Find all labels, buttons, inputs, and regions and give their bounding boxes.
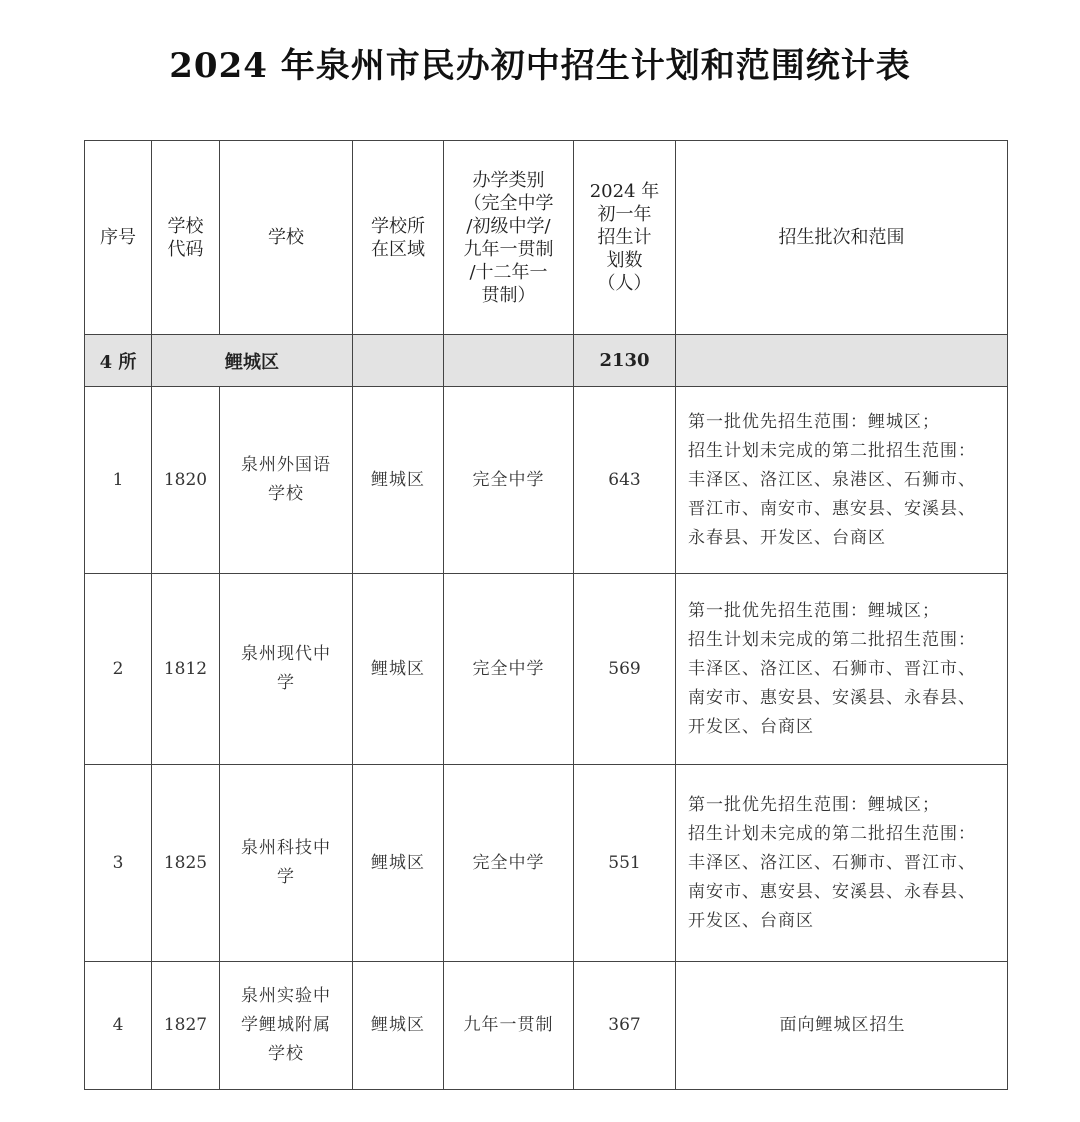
header-type: 办学类别 （完全中学 /初级中学/ 九年一贯制 /十二年一 贯制） <box>444 141 574 335</box>
row-district: 鲤城区 <box>353 962 444 1090</box>
row-school: 泉州现代中 学 <box>220 574 353 765</box>
row-type: 九年一贯制 <box>444 962 574 1090</box>
table-row <box>85 962 1008 1090</box>
row-type: 完全中学 <box>444 387 574 574</box>
row-code: 1812 <box>152 574 220 765</box>
row-code: 1827 <box>152 962 220 1090</box>
table-row <box>85 387 1008 574</box>
row-index: 2 <box>85 574 152 765</box>
row-plan: 367 <box>574 962 676 1090</box>
row-scope: 面向鲤城区招生 <box>676 962 1008 1090</box>
row-scope: 第一批优先招生范围：鲤城区； 招生计划未完成的第二批招生范围： 丰泽区、洛江区、泉港区、石狮市、 晋江市、南安市、惠安县、安溪县、 永春县、开发区、台商区 <box>676 387 1008 574</box>
row-scope: 第一批优先招生范围：鲤城区； 招生计划未完成的第二批招生范围： 丰泽区、洛江区、石狮市、晋江市、 南安市、惠安县、安溪县、永春县、 开发区、台商区 <box>676 765 1008 962</box>
header-plan: 2024 年 初一年 招生计 划数 （人） <box>574 141 676 335</box>
summary-district: 鲤城区 <box>152 335 353 387</box>
summary-count: 4 所 <box>85 335 152 387</box>
row-code: 1820 <box>152 387 220 574</box>
table-row <box>85 574 1008 765</box>
row-school: 泉州实验中 学鲤城附属 学校 <box>220 962 353 1090</box>
row-index: 1 <box>85 387 152 574</box>
table-row <box>85 765 1008 962</box>
row-type: 完全中学 <box>444 574 574 765</box>
enrollment-table <box>84 140 1008 1090</box>
row-type: 完全中学 <box>444 765 574 962</box>
row-district: 鲤城区 <box>353 387 444 574</box>
row-school: 泉州科技中 学 <box>220 765 353 962</box>
summary-row <box>85 335 1008 387</box>
header-row <box>85 141 1008 335</box>
header-scope: 招生批次和范围 <box>676 141 1008 335</box>
row-index: 4 <box>85 962 152 1090</box>
row-district: 鲤城区 <box>353 765 444 962</box>
row-code: 1825 <box>152 765 220 962</box>
summary-total: 2130 <box>574 335 676 387</box>
row-index: 3 <box>85 765 152 962</box>
summary-empty <box>444 335 574 387</box>
row-plan: 551 <box>574 765 676 962</box>
header-school: 学校 <box>220 141 353 335</box>
row-school: 泉州外国语 学校 <box>220 387 353 574</box>
row-district: 鲤城区 <box>353 574 444 765</box>
row-scope: 第一批优先招生范围：鲤城区； 招生计划未完成的第二批招生范围： 丰泽区、洛江区、石狮市、晋江市、 南安市、惠安县、安溪县、永春县、 开发区、台商区 <box>676 574 1008 765</box>
summary-empty <box>353 335 444 387</box>
header-district: 学校所 在区域 <box>353 141 444 335</box>
header-code: 学校 代码 <box>152 141 220 335</box>
page-title: 2024 年泉州市民办初中招生计划和范围统计表 <box>169 46 911 86</box>
row-plan: 569 <box>574 574 676 765</box>
header-index: 序号 <box>85 141 152 335</box>
row-plan: 643 <box>574 387 676 574</box>
summary-empty <box>676 335 1008 387</box>
